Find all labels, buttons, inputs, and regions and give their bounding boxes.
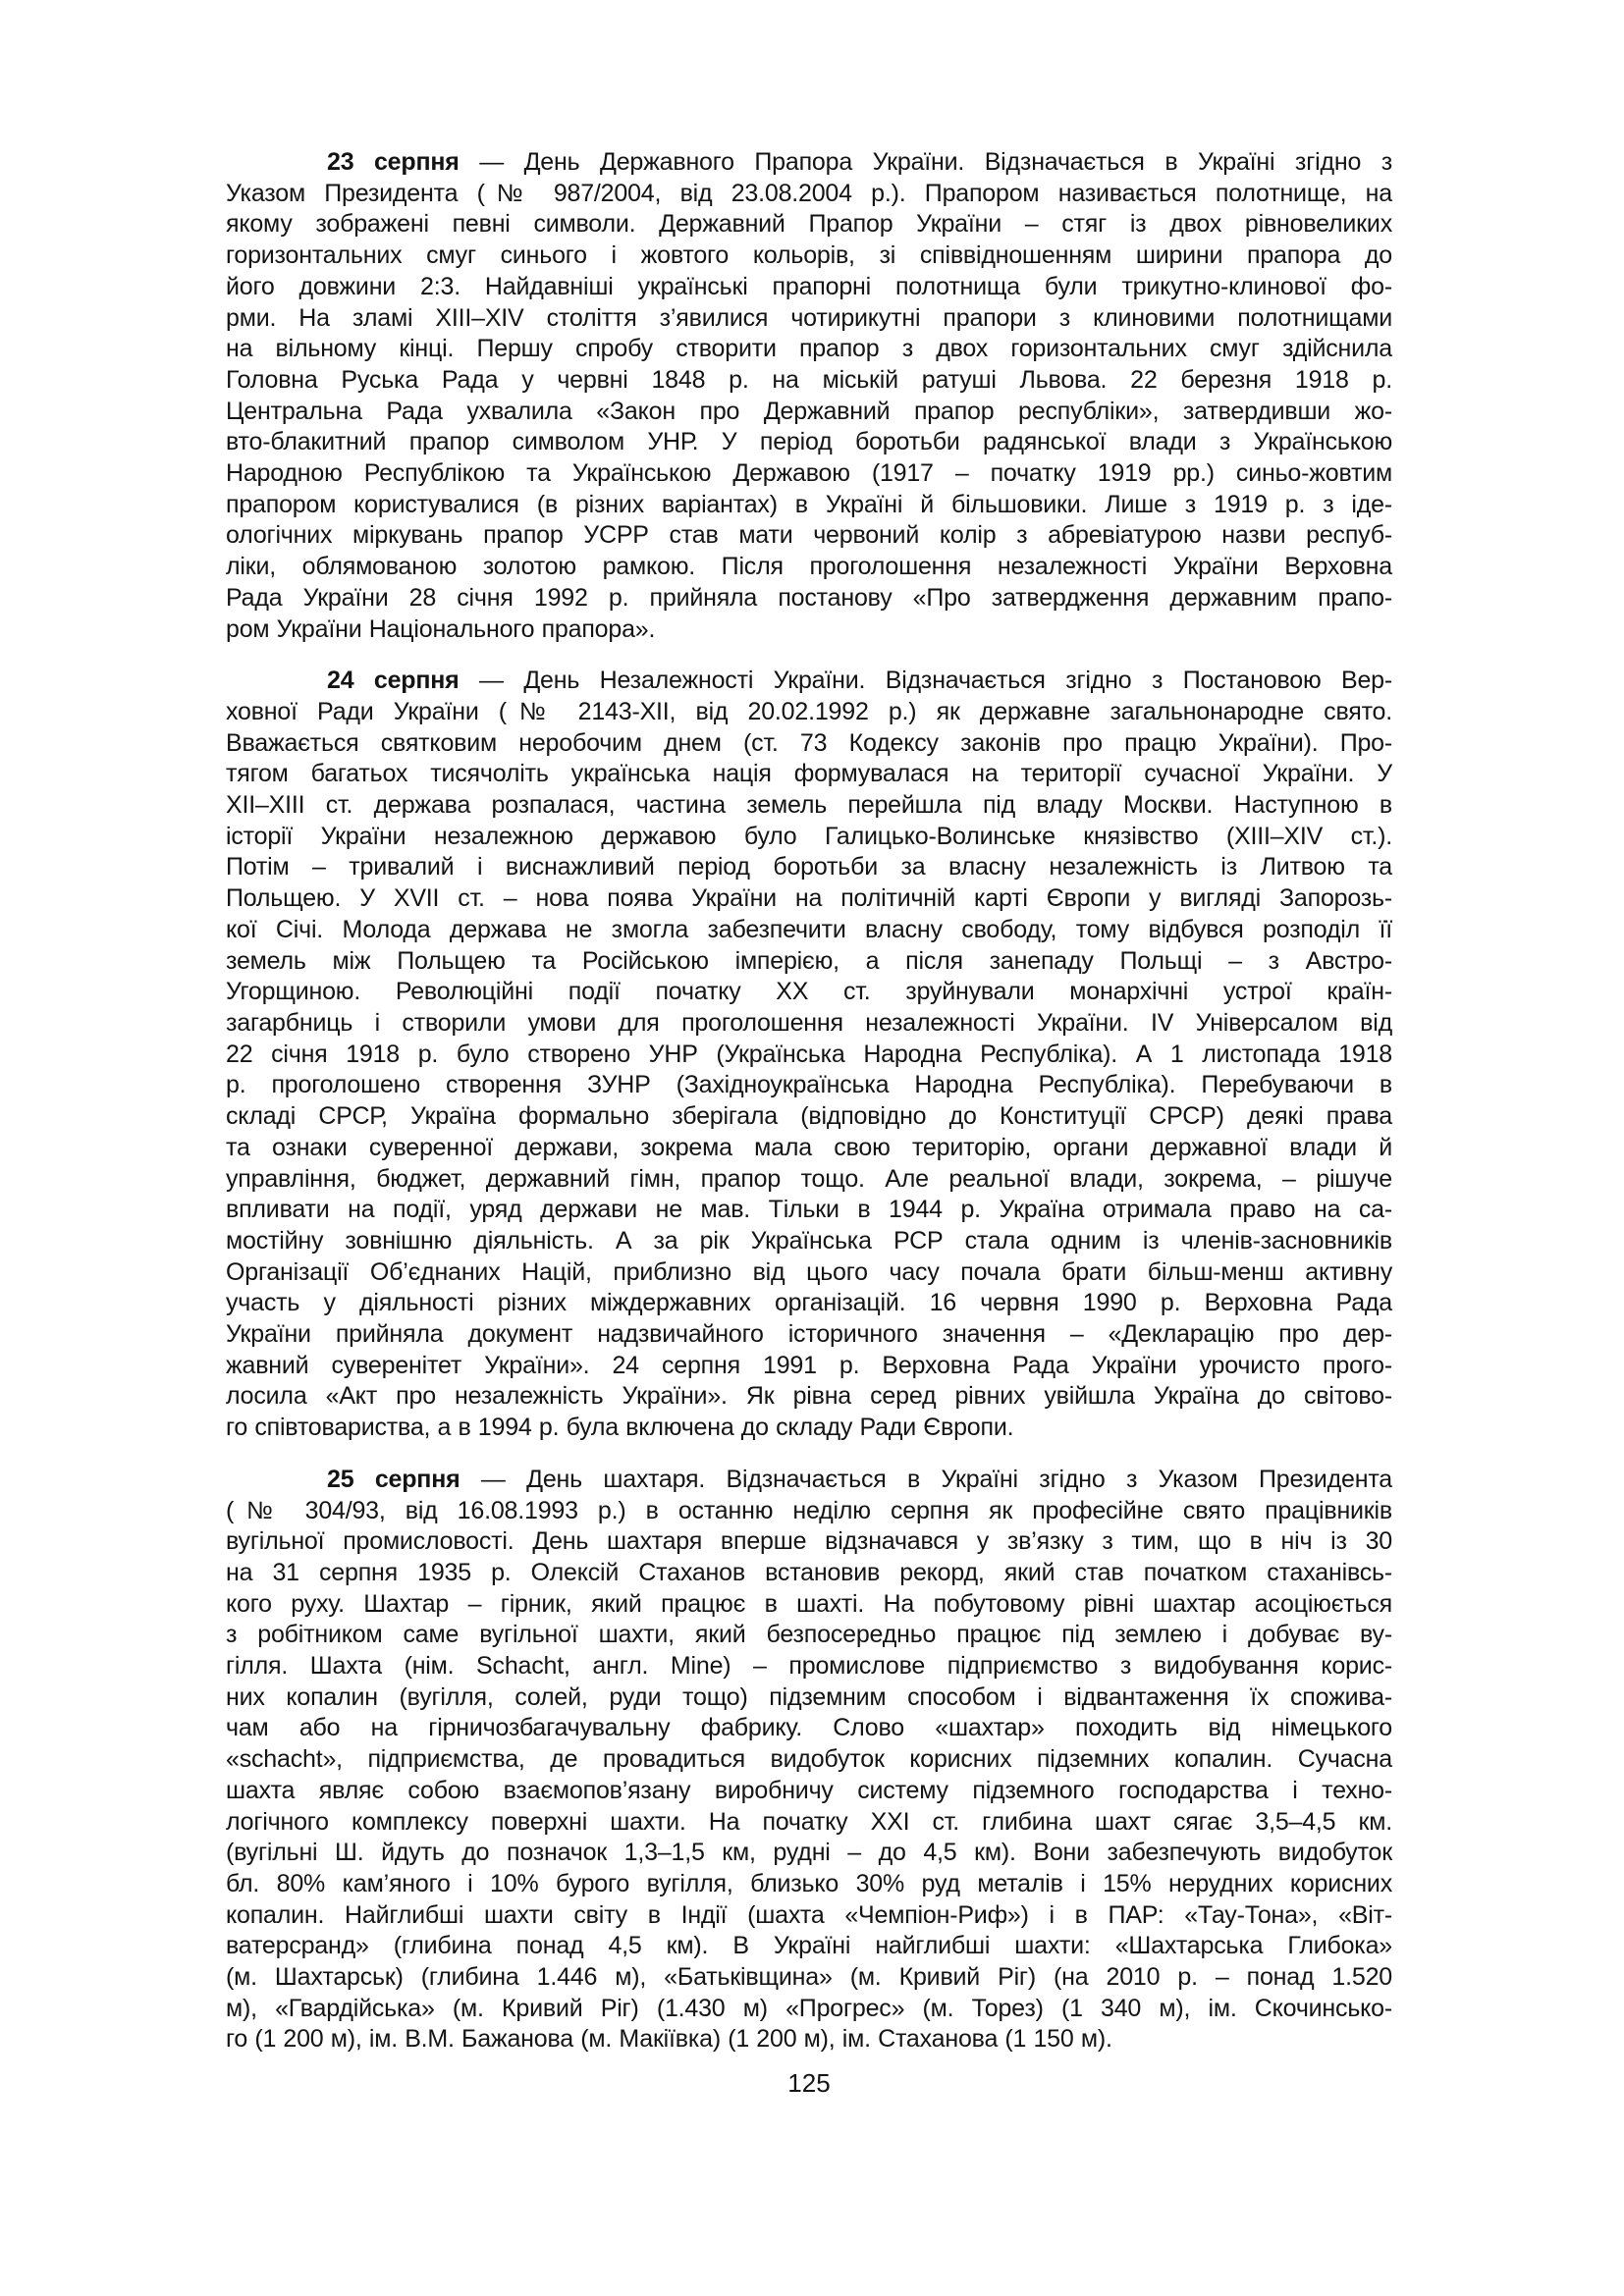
text-line: на 31 серпня 1935 р. Олексій Стаханов встановив рекорд, який став початком стаханівсь- [226, 1558, 1392, 1586]
text-line: логічного комплексу поверхні шахти. На початку XXI ст. глибина шахт сягає 3,5–4,5 км. [226, 1807, 1392, 1836]
text-line: го (1 200 м), ім. В.М. Бажанова (м. Макіївка) (1 200 м), ім. Стаханова (1 150 м). [226, 2025, 1112, 2054]
paragraph-first-line [226, 666, 1392, 697]
text-line: (вугільні Ш. йдуть до позначок 1,3–1,5 км, рудні – до 4,5 км). Вони забезпечують видобуток [226, 1839, 1392, 1867]
text-line: шахта являє собою взаємопов’язану виробничу систему підземного господарства і техно- [226, 1776, 1392, 1804]
text-column [226, 147, 1392, 2056]
text-line: Народною Республікою та Українською Державою (1917 – початку 1919 рр.) синьо-жовтим [226, 459, 1392, 488]
text-line: бл. 80% кам’яного і 10% бурого вугілля, близько 30% руд металів і 15% нерудних корисних [226, 1869, 1392, 1897]
text-line: Головна Руська Рада у червні 1848 р. на міській ратуші Львова. 22 березня 1918 р. [226, 365, 1392, 394]
paragraph [226, 147, 1392, 645]
text-line: м), «Гвардійська» (м. Кривий Ріг) (1.430 м) «Прогрес» (м. Торез) (1 340 м), ім. Скочинсько- [226, 1994, 1392, 2022]
text-line: Організації Об’єднаних Націй, приблизно від цього часу почала брати більш-менш активну [226, 1257, 1392, 1286]
text-line: Потім – тривалий і виснажливий період боротьби за власну незалежність із Литвою та [226, 853, 1392, 881]
paragraph-date-lead: 23 серпня [327, 148, 460, 176]
text-line: вугільної промисловості. День шахтаря вперше відзначався у зв’язку з тим, що в ніч із 30 [226, 1527, 1392, 1556]
text-line: прапором користувалися (в різних варіантах) в Україні й більшовики. Лише з 1919 р. з іде- [226, 490, 1392, 518]
text-line: ологічних міркувань прапор УСРР став мати червоний колір з абревіатурою назви респуб- [226, 521, 1392, 550]
text-line: та ознаки суверенної держави, зокрема мала свою територію, органи державної влади й [226, 1133, 1392, 1161]
text-line: історії України незалежною державою було Галицько-Волинське князівство (XIII–XIV ст.). [226, 822, 1392, 850]
paragraph-first-line-text: — День шахтаря. Відзначається в Україні згідно з Указом Президента [460, 1465, 1392, 1493]
text-line: тягом багатьох тисячоліть українська нація формувалася на території сучасної України. У [226, 760, 1392, 788]
text-line: лосила «Акт про незалежність України». Як рівна серед рівних увійшла Україна до світово- [226, 1382, 1392, 1411]
paragraph [226, 1465, 1392, 2056]
text-line: ватерсранд» (глибина понад 4,5 км). В Україні найглибші шахти: «Шахтарська Глибока» [226, 1932, 1392, 1960]
text-line: кого руху. Шахтар – гірник, який працює в шахті. На побутовому рівні шахтар асоціюється [226, 1589, 1392, 1618]
text-line: України прийняла документ надзвичайного історичного значення – «Декларацію про дер- [226, 1320, 1392, 1349]
text-line: Вважається святковим неробочим днем (ст. 73 Кодексу законів про працю України). Про- [226, 728, 1392, 757]
paragraph [226, 666, 1392, 1444]
text-line: (№ 304/93, від 16.08.1993 р.) в останню неділю серпня як професійне свято працівників [226, 1496, 1392, 1524]
paragraph-first-line [226, 147, 1392, 179]
text-line: гілля. Шахта (нім. Schacht, англ. Mine) – промислове підприємство з видобування корис- [226, 1652, 1392, 1681]
page-number: 125 [787, 2068, 831, 2098]
text-line: горизонтальних смуг синього і жовтого кольорів, зі співвідношенням ширини прапора до [226, 241, 1392, 270]
text-line: XII–XIII ст. держава розпалася, частина земель перейшла під владу Москви. Наступною в [226, 791, 1392, 820]
text-line: вто-блакитний прапор символом УНР. У період боротьби радянської влади з Українською [226, 428, 1392, 456]
text-line: Польщею. У XVII ст. – нова поява України на політичній карті Європи у вигляді Запорозь- [226, 884, 1392, 913]
text-line: р. проголошено створення ЗУНР (Західноукраїнська Народна Республіка). Перебуваючи в [226, 1071, 1392, 1099]
text-line: рми. На зламі XIII–XIV століття з’явилися чотирикутні прапори з клиновими полотнищами [226, 303, 1392, 332]
paragraph-date-lead: 24 серпня [327, 667, 460, 695]
text-line: земель між Польщею та Російською імперією, а після занепаду Польщі – з Австро- [226, 946, 1392, 975]
text-line: кої Січі. Молода держава не змогла забезпечити власну свободу, тому відбувся розподіл її [226, 915, 1392, 943]
text-line: ховної Ради України (№ 2143-XII, від 20.02.1992 р.) як державне загальнонародне свято. [226, 697, 1392, 725]
text-line: 22 січня 1918 р. було створено УНР (Українська Народна Республіка). А 1 листопада 1918 [226, 1040, 1392, 1068]
text-line: ром України Національного прапора». [226, 614, 656, 643]
paragraph-first-line [226, 1465, 1392, 1496]
text-line: чам або на гірничозбагачувальну фабрику. Слово «шахтар» походить від німецького [226, 1714, 1392, 1742]
text-line: управління, бюджет, державний гімн, прапор тощо. Але реальної влади, зокрема, – рішуче [226, 1164, 1392, 1193]
text-line: Указом Президента (№ 987/2004, від 23.08.2004 р.). Прапором називається полотнище, на [226, 179, 1392, 207]
text-line: ліки, облямованою золотою рамкою. Після проголошення незалежності України Верховна [226, 553, 1392, 581]
paragraph-date-lead: 25 серпня [327, 1465, 460, 1493]
text-line: його довжини 2:3. Найдавніші українські прапорні полотнища були трикутно-клинової фо- [226, 272, 1392, 300]
text-line: загарбниць і створили умови для проголошення незалежності України. IV Універсалом від [226, 1008, 1392, 1037]
text-line: Центральна Рада ухвалила «Закон про Державний прапор республіки», затвердивши жо- [226, 397, 1392, 425]
text-line: них копалин (вугілля, солей, руди тощо) підземним способом і відвантаження їх спожива- [226, 1682, 1392, 1711]
text-line: Рада України 28 січня 1992 р. прийняла постанову «Про затвердження державним прапо- [226, 583, 1392, 612]
text-line: (м. Шахтарськ) (глибина 1.446 м), «Батьківщина» (м. Кривий Ріг) (на 2010 р. – понад 1.520 [226, 1963, 1392, 1992]
text-line: якому зображені певні символи. Державний Прапор України – стяг із двох рівновеликих [226, 210, 1392, 239]
paragraph-first-line-text: — День Незалежності України. Відзначається згідно з Постановою Вер- [459, 667, 1392, 695]
text-line: впливати на події, уряд держави не мав. Тільки в 1944 р. Україна отримала право на са- [226, 1196, 1392, 1224]
text-line: го співтовариства, а в 1994 р. була включена до складу Ради Європи. [226, 1414, 1014, 1442]
text-line: мостійну зовнішню діяльність. А за рік Українська РСР стала одним із членів-засновників [226, 1226, 1392, 1255]
text-line: «schacht», підприємства, де провадиться видобуток корисних підземних копалин. Сучасна [226, 1745, 1392, 1774]
text-line: на вільному кінці. Першу спробу створити прапор з двох горизонтальних смуг здійснила [226, 335, 1392, 363]
text-line: жавний суверенітет України». 24 серпня 1991 р. Верховна Рада України урочисто прого- [226, 1351, 1392, 1379]
text-line: участь у діяльності різних міждержавних організацій. 16 червня 1990 р. Верховна Рада [226, 1289, 1392, 1317]
text-line: Угорщиною. Революційні події початку XX ст. зруйнували монархічні устрої країн- [226, 978, 1392, 1006]
text-line: складі СРСР, Україна формально зберігала (відповідно до Конституції СРСР) деякі права [226, 1102, 1392, 1131]
text-line: з робітником саме вугільної шахти, який безпосередньо працює під землею і добуває ву- [226, 1621, 1392, 1649]
paragraph-first-line-text: — День Державного Прапора України. Відзначається в Україні згідно з [459, 148, 1392, 176]
text-line: копалин. Найглибші шахти світу в Індії (шахта «Чемпіон-Риф») і в ПАР: «Тау-Тона», «Віт- [226, 1900, 1392, 1929]
